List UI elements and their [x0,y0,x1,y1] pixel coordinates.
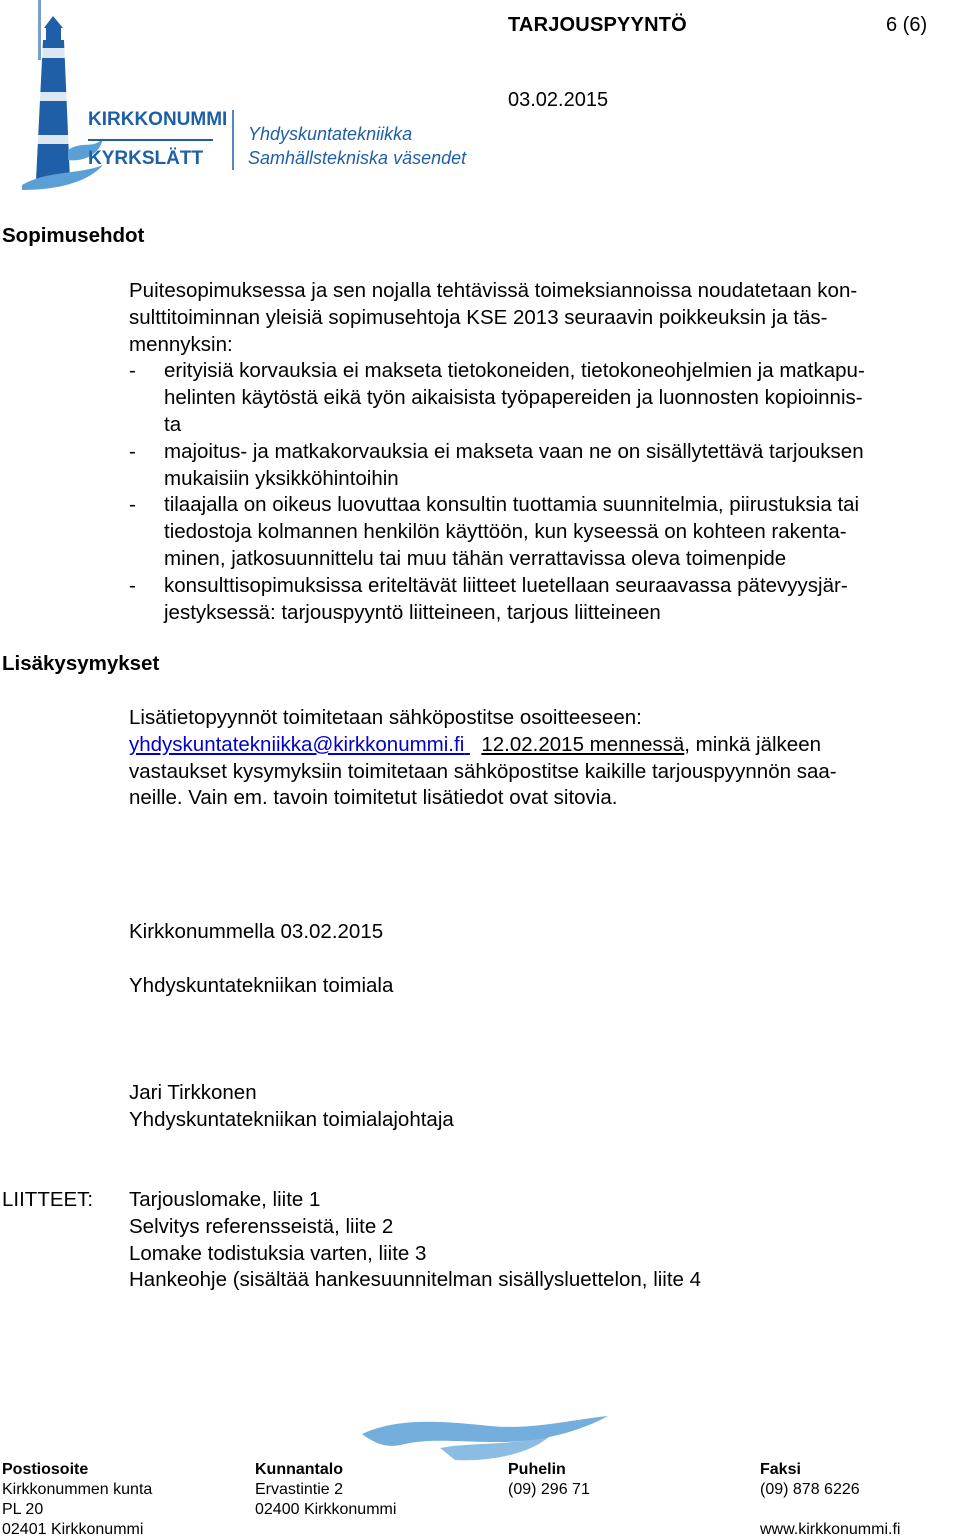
deadline-date: 12.02.2015 mennessä [481,732,685,756]
footer-faksi: Faksi (09) 878 6226 www.kirkkonummi.fi [760,1461,901,1538]
document-title: TARJOUSPYYNTÖ [508,14,687,36]
list-item: Lomake todistuksia varten, liite 3 [129,1241,427,1265]
list-item: Tarjouslomake, liite 1 [129,1188,321,1211]
list-item: Hankeohje (sisältää hankesuunnitelman sisällysluettelon, liite 4 [129,1268,702,1292]
logo-text-sv: KYRKSLÄTT [88,148,204,169]
sopimusehdot-intro: Puitesopimuksessa ja sen nojalla tehtävissä toimeksiannoissa noudatetaan kon- sulttitoiminnan yleisiä sopimusehtoja KSE 2013 seuraavin poikkeuksin ja täs- mennyksin: [129,279,858,356]
lisakysymykset-rest: vastaukset kysymyksiin toimitetaan sähköpostitse kaikille tarjouspyynnön saa- neille. Vain em. tavoin toimitetut lisätiedot ovat sitovia. [129,759,837,810]
logo-dept-sv: Samhällstekniska väsendet [248,148,467,168]
attachments-label: LIITTEET: [2,1188,94,1211]
email-link[interactable]: yhdyskuntatekniikka@kirkkonummi.fi [129,732,465,756]
footer-puhelin: Puhelin (09) 296 71 [508,1461,590,1498]
lisakysymykset-line1: Lisätietopyynnöt toimitetaan sähköpostitse osoitteeseen: [129,706,642,729]
footer-kunnantalo: Kunnantalo Ervastintie 2 02400 Kirkkonummi [255,1461,397,1518]
logo-text-fi: KIRKKONUMMI [88,109,228,130]
page-number: 6 (6) [886,14,928,36]
lisakysymykset-line2: yhdyskuntatekniikka@kirkkonummi.fi 12.02.2015 mennessä, minkä jälkeen [129,732,821,756]
list-item: Selvitys referensseistä, liite 2 [129,1214,394,1238]
signer-name: Jari Tirkkonen [129,1081,257,1104]
signer-title: Yhdyskuntatekniikan toimialajohtaja [129,1108,454,1131]
list-item: - majoitus- ja matkakorvauksia ei makseta vaan ne on sisällytettävä tarjouksen mukaisiin yksikköhintoihin [129,439,864,490]
document-date: 03.02.2015 [508,89,609,111]
website-link[interactable]: www.kirkkonummi.fi [760,1521,901,1538]
department-name: Yhdyskuntatekniikan toimiala [129,974,394,997]
list-item: - konsulttisopimuksissa eriteltävät liitteet luetellaan seuraavassa pätevyysjär- jestyksessä: tarjouspyyntö liitteineen, tarjous liitteineen [129,573,848,624]
section-body-sopimusehdot [129,278,959,626]
kirkkonummi-logo [8,0,468,195]
section-heading-lisakysymykset: Lisäkysymykset [2,652,160,675]
footer-postiosoite: Postiosoite Kirkkonummen kunta PL 20 02401 Kirkkonummi [2,1461,153,1538]
logo-dept-fi: Yhdyskuntatekniikka [248,124,413,144]
attachments-list [129,1187,701,1294]
section-body-lisakysymykset [129,705,959,812]
list-item: - tilaajalla on oikeus luovuttaa konsultin tuottamia suunnitelmia, piirustuksia tai tiedostoja kolmannen henkilön käyttöön, kun kyseessä on kohteen rakenta- minen, jatkosuunnittelu tai muu tähän verrattavissa oleva toimenpide [129,493,860,570]
place-date: Kirkkonummella 03.02.2015 [129,920,384,943]
section-heading-sopimusehdot: Sopimusehdot [2,224,145,247]
list-item: - erityisiä korvauksia ei makseta tietokoneiden, tietokoneohjelmien ja matkapu- helinten käytöstä eikä työn aikaisista työpapereiden ja luonnosten kopioinnis- ta [129,359,865,436]
